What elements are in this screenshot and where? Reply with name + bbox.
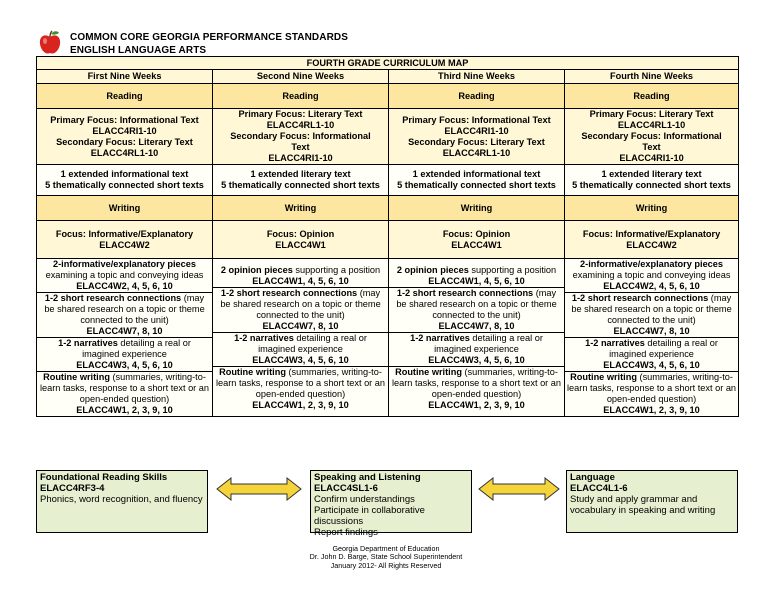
box-code: ELACC4RF3-4 [40, 483, 105, 494]
language-box [566, 470, 738, 533]
focus-line: Primary Focus: Informational Text [50, 114, 199, 125]
writing-items-cell [37, 259, 213, 417]
quarter-2: Second Nine Weeks [213, 70, 389, 84]
focus-line: Focus: Opinion [266, 228, 335, 239]
main-piece-label: 2-informative/explanatory pieces [53, 259, 196, 269]
box-code: ELACC4SL1-6 [314, 483, 378, 494]
focus-line: ELACC4W2 [626, 239, 677, 250]
focus-line: ELACC4RI1-10 [92, 125, 157, 136]
text-line: 5 thematically connected short texts [221, 180, 380, 190]
routine-label: Routine writing [395, 366, 462, 377]
narrative-desc: detailing a real or imagined experience [82, 338, 191, 359]
footer [300, 545, 472, 570]
writing-focus-cell [213, 221, 389, 259]
focus-line: Focus: Informative/Explanatory [55, 228, 194, 239]
reading-label: Reading [389, 84, 565, 109]
writing-focus-cell [565, 221, 739, 259]
apple-icon [38, 30, 62, 56]
narrative-piece [391, 333, 562, 366]
narrative-std: ELACC4W3, 4, 5, 6, 10 [252, 354, 349, 365]
main-piece-label: 2-informative/explanatory pieces [580, 259, 724, 269]
focus-line: Primary Focus: Informational Text [402, 114, 551, 125]
text-line: 1 extended literary text [250, 169, 351, 179]
routine-desc: (summaries, writing-to-learn tasks, response to a short text or an open-ended question) [567, 372, 737, 404]
research-std: ELACC4W7, 8, 10 [613, 326, 690, 336]
focus-line: ELACC4RL1-10 [442, 147, 511, 158]
routine-label: Routine writing [570, 372, 637, 382]
research-label: 1-2 short research connections [44, 293, 182, 303]
main-piece-std: ELACC4W2, 4, 5, 6, 10 [76, 281, 173, 291]
reading-texts-cell [37, 165, 213, 196]
narrative-desc: detailing a real or imagined experience [434, 332, 543, 354]
text-line: 1 extended informational text [412, 169, 541, 179]
box-line: Report findings [314, 527, 378, 538]
double-arrow-icon [216, 477, 302, 501]
narrative-piece [215, 333, 386, 366]
reading-label: Reading [37, 84, 213, 109]
quarter-3: Third Nine Weeks [389, 70, 565, 84]
routine-std: ELACC4W1, 2, 3, 9, 10 [76, 405, 173, 415]
main-piece-std: ELACC4W1, 4, 5, 6, 10 [428, 275, 525, 286]
focus-line: Focus: Opinion [442, 228, 511, 239]
main-piece-std: ELACC4W2, 4, 5, 6, 10 [603, 281, 700, 291]
routine-std: ELACC4W1, 2, 3, 9, 10 [252, 399, 349, 410]
research-piece [567, 293, 736, 337]
box-title: Speaking and Listening [314, 472, 421, 483]
focus-line: ELACC4RL1-10 [617, 120, 686, 130]
routine-label: Routine writing [43, 372, 110, 382]
reading-texts-cell [213, 165, 389, 196]
main-piece-desc: examining a topic and conveying ideas [45, 270, 204, 280]
main-piece-label: 2 opinion pieces [396, 264, 469, 275]
text-line: 5 thematically connected short texts [397, 180, 556, 190]
focus-line: Primary Focus: Literary Text [238, 109, 363, 119]
narrative-label: 1-2 narratives [410, 332, 470, 343]
writing-items-cell [213, 259, 389, 417]
main-piece-label: 2 opinion pieces [220, 264, 293, 275]
writing-focus-row [37, 221, 739, 259]
research-std: ELACC4W7, 8, 10 [86, 326, 163, 336]
reading-texts-row [37, 165, 739, 196]
text-line: 5 thematically connected short texts [45, 180, 204, 190]
main-piece [215, 265, 386, 287]
focus-line: ELACC4W1 [275, 239, 326, 250]
focus-line: Secondary Focus: Informational [230, 131, 371, 141]
footer-line-1: Georgia Department of Education [332, 544, 440, 553]
writing-items-row [37, 259, 739, 417]
routine-label: Routine writing [219, 366, 286, 377]
main-piece-std: ELACC4W1, 4, 5, 6, 10 [252, 275, 349, 286]
research-label: 1-2 short research connections [220, 287, 358, 298]
writing-label: Writing [389, 196, 565, 221]
reading-focus-row [37, 109, 739, 165]
focus-line: Focus: Informative/Explanatory [582, 228, 721, 239]
box-line: vocabulary in speaking and writing [570, 505, 716, 516]
text-line: 5 thematically connected short texts [572, 180, 731, 190]
routine-desc: (summaries, writing-to-learn tasks, response to a short text or an open-ended question) [39, 372, 210, 404]
routine-piece [391, 367, 562, 411]
narrative-label: 1-2 narratives [585, 338, 645, 348]
focus-line: Secondary Focus: Informational [581, 131, 722, 141]
quarter-1: First Nine Weeks [37, 70, 213, 84]
focus-line: Secondary Focus: Literary Text [56, 136, 193, 147]
text-line: 1 extended literary text [601, 169, 702, 179]
reading-texts-cell [565, 165, 739, 196]
research-piece [391, 288, 562, 332]
writing-focus-cell [37, 221, 213, 259]
routine-piece [215, 367, 386, 411]
research-desc: (may be shared research on a topic or theme connected to the unit) [44, 293, 205, 325]
box-line: Confirm understandings [314, 494, 415, 505]
reading-band [37, 84, 739, 109]
box-code: ELACC4L1-6 [570, 483, 628, 494]
main-piece-desc: supporting a position [292, 264, 381, 275]
focus-line: Text [291, 142, 310, 152]
focus-line: ELACC4W2 [99, 239, 150, 250]
research-desc: (may be shared research on a topic or theme connected to the unit) [571, 293, 732, 325]
reading-focus-cell [213, 109, 389, 165]
research-piece [215, 288, 386, 332]
research-piece [39, 293, 210, 337]
narrative-label: 1-2 narratives [58, 338, 118, 348]
header-line-2: ENGLISH LANGUAGE ARTS [70, 45, 207, 56]
writing-band [37, 196, 739, 221]
reading-focus-cell [565, 109, 739, 165]
narrative-std: ELACC4W3, 4, 5, 6, 10 [428, 354, 525, 365]
focus-line: Primary Focus: Literary Text [589, 109, 714, 119]
box-title: Language [570, 472, 615, 483]
routine-desc: (summaries, writing-to-learn tasks, response to a short text or an open-ended question) [391, 366, 562, 399]
title-row [37, 57, 739, 70]
routine-piece [39, 372, 210, 416]
narrative-std: ELACC4W3, 4, 5, 6, 10 [76, 360, 173, 370]
narrative-desc: detailing a real or imagined experience [258, 332, 367, 354]
box-title: Foundational Reading Skills [40, 472, 168, 483]
research-desc: (may be shared research on a topic or theme connected to the unit) [220, 287, 381, 320]
reading-focus-cell [389, 109, 565, 165]
routine-std: ELACC4W1, 2, 3, 9, 10 [603, 405, 700, 415]
map-title: FOURTH GRADE CURRICULUM MAP [37, 57, 739, 70]
quarter-4: Fourth Nine Weeks [565, 70, 739, 84]
box-line: Participate in collaborative discussions [314, 505, 425, 527]
writing-items-cell [389, 259, 565, 417]
narrative-label: 1-2 narratives [234, 332, 294, 343]
reading-texts-cell [389, 165, 565, 196]
writing-label: Writing [565, 196, 739, 221]
reading-focus-cell [37, 109, 213, 165]
research-std: ELACC4W7, 8, 10 [438, 320, 515, 331]
header-line-1: COMMON CORE GEORGIA PERFORMANCE STANDARDS [70, 32, 348, 43]
research-label: 1-2 short research connections [571, 293, 709, 303]
main-piece-desc: supporting a position [468, 264, 557, 275]
speaking-listening-box [310, 470, 472, 538]
routine-piece [567, 372, 736, 416]
reading-label: Reading [213, 84, 389, 109]
main-piece [567, 259, 736, 292]
research-label: 1-2 short research connections [396, 287, 534, 298]
research-std: ELACC4W7, 8, 10 [262, 320, 339, 331]
writing-focus-cell [389, 221, 565, 259]
focus-line: ELACC4W1 [451, 239, 502, 250]
focus-line: ELACC4RI1-10 [268, 153, 333, 163]
footer-line-2: Dr. John D. Barge, State School Superintendent [309, 552, 463, 562]
double-arrow-icon [478, 477, 560, 501]
research-desc: (may be shared research on a topic or theme connected to the unit) [396, 287, 557, 320]
main-piece [39, 259, 210, 292]
focus-line: Text [642, 142, 661, 152]
text-line: 1 extended informational text [60, 169, 189, 179]
routine-std: ELACC4W1, 2, 3, 9, 10 [428, 399, 525, 410]
footer-line-3: January 2012- All Rights Reserved [330, 560, 442, 570]
writing-label: Writing [37, 196, 213, 221]
reading-label: Reading [565, 84, 739, 109]
foundational-skills-box [36, 470, 208, 533]
quarter-row [37, 70, 739, 84]
focus-line: ELACC4RI1-10 [619, 153, 684, 163]
writing-items-cell [565, 259, 739, 417]
focus-line: Secondary Focus: Literary Text [408, 136, 545, 147]
narrative-std: ELACC4W3, 4, 5, 6, 10 [603, 360, 700, 370]
narrative-piece [567, 338, 736, 371]
routine-desc: (summaries, writing-to-learn tasks, response to a short text or an open-ended question) [215, 366, 386, 399]
main-piece-desc: examining a topic and conveying ideas [572, 270, 731, 280]
narrative-desc: detailing a real or imagined experience [609, 338, 718, 359]
curriculum-map-table [36, 56, 739, 417]
writing-label: Writing [213, 196, 389, 221]
focus-line: ELACC4RL1-10 [90, 147, 159, 158]
narrative-piece [39, 338, 210, 371]
box-line: Study and apply grammar and [570, 494, 698, 505]
main-piece [391, 265, 562, 287]
focus-line: ELACC4RL1-10 [266, 120, 335, 130]
box-line: Phonics, word recognition, and fluency [40, 494, 203, 505]
focus-line: ELACC4RI1-10 [444, 125, 509, 136]
